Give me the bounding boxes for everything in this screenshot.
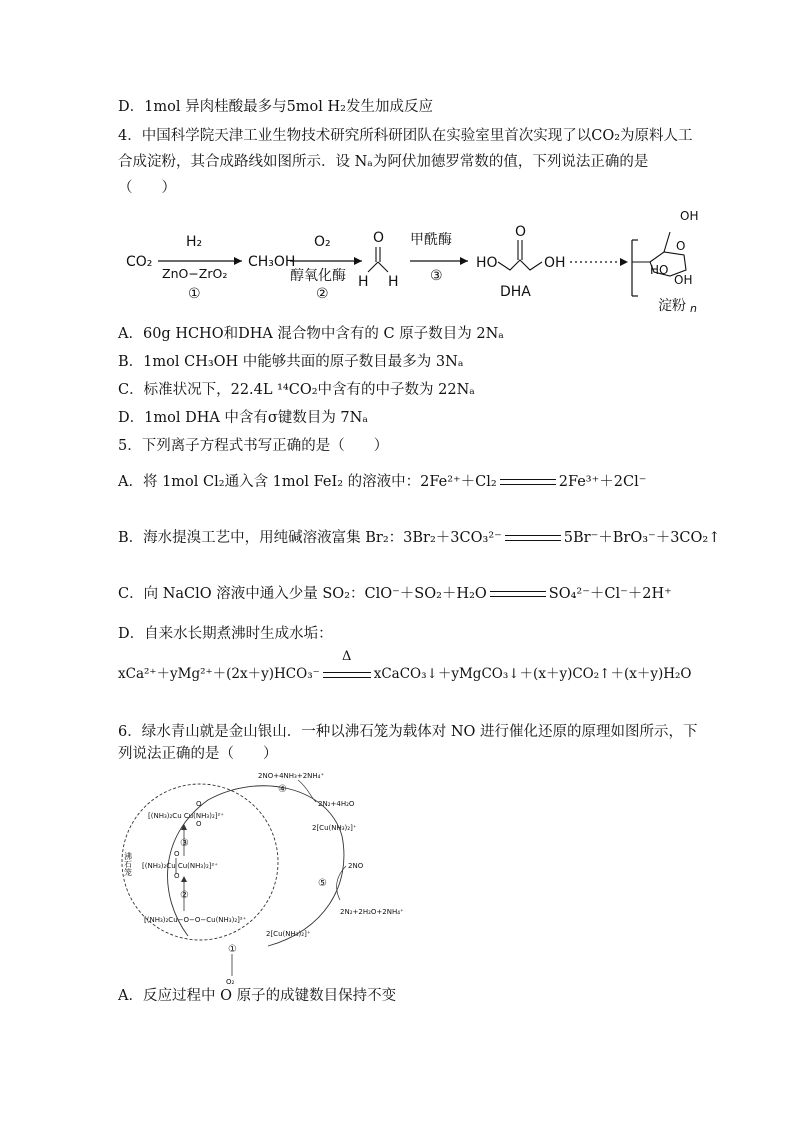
starch-oh-top: OH [680, 209, 698, 223]
q5-stem: 5．下列离子方程式书写正确的是（ ） [118, 438, 389, 454]
output-top: 2N₂+4H₂O [318, 800, 355, 808]
scheme-step2: ② [316, 286, 329, 302]
starch-n: n [690, 302, 697, 315]
q4-stem-line2: 合成淀粉，其合成路线如图所示．设 Nₐ为阿伏加德罗常数的值，下列说法正确的是 [118, 154, 649, 170]
middle-complex: [(NH₃)₂Cu Cu(NH₃)₂]²⁺ [142, 862, 218, 870]
output-right: 2N₂+2H₂O+2NH₄⁺ [340, 908, 404, 916]
q6-option-a: A．反应过程中 O 原子的成键数目保持不变 [118, 988, 397, 1004]
zeolite-label: 沸石笼 [123, 852, 133, 876]
scheme-enzyme1: 醇氧化酶 [290, 268, 346, 284]
scheme-hcho-h-right: H [388, 274, 399, 290]
equal-arrow [500, 479, 556, 485]
svg-text:O: O [196, 800, 202, 808]
step-3: ③ [180, 838, 189, 849]
q5-option-a: A．将 1mol Cl₂通入含 1mol FeI₂ 的溶液中：2Fe²⁺＋Cl₂ 2Fe³⁺＋2Cl⁻ [118, 474, 647, 490]
q5-option-c: C．向 NaClO 溶液中通入少量 SO₂：ClO⁻＋SO₂＋H₂O SO₄²⁻＋Cl⁻＋2H⁺ [118, 586, 672, 602]
q4-option-a: A．60g HCHO和DHA 混合物中含有的 C 原子数目为 2Nₐ [118, 326, 504, 342]
cu-right-top: 2[Cu(NH₃)₂]⁺ [312, 824, 357, 832]
starch-oh-bottom: OH [674, 273, 693, 287]
q4-paren: （ ） [118, 180, 176, 196]
scheme-dha-ho: HO [476, 255, 498, 271]
scheme-dha-label: DHA [500, 284, 531, 300]
q4-option-b: B．1mol CH₃OH 中能够共面的原子数目最多为 3Nₐ [118, 354, 464, 370]
scheme-cat1: ZnO−ZrO₂ [162, 266, 228, 281]
scheme-co2: CO₂ [126, 254, 153, 270]
q5-option-b: B．海水提溴工艺中，用纯碱溶液富集 Br₂：3Br₂＋3CO₃²⁻ 5Br⁻＋BrO₃⁻＋3CO₂↑ [118, 530, 721, 546]
q4-option-c: C．标准状况下，22.4L ¹⁴CO₂中含有的中子数为 22Nₐ [118, 382, 475, 398]
scheme-dha-oh: OH [544, 255, 566, 271]
scheme-step1: ① [188, 286, 201, 302]
scheme-hcho-o: O [373, 230, 385, 246]
svg-text:O: O [174, 850, 180, 858]
scheme-dha-o: O [515, 224, 527, 240]
q5-option-d-equation: xCa²⁺＋yMg²⁺＋(2x＋y)HCO₃⁻ Δ xCaCO₃↓＋yMgCO₃↓＋(x＋y)CO₂↑＋(x＋y)H₂O [118, 648, 692, 682]
q6-catalytic-cycle-diagram [118, 766, 418, 986]
o2-input: O₂ [226, 978, 235, 986]
starch-ho: HO [650, 263, 669, 277]
delta-symbol: Δ [342, 648, 352, 664]
svg-text:O: O [174, 872, 180, 880]
q6-stem-line2: 列说法正确的是（ ） [118, 746, 278, 762]
q4-option-d: D．1mol DHA 中含有σ键数目为 7Nₐ [118, 410, 368, 426]
q3-option-d: D．1mol 异肉桂酸最多与5mol H₂发生加成反应 [118, 99, 433, 115]
step-1: ① [228, 944, 237, 955]
input-top: 2NO+4NH₃+2NH₄⁺ [258, 772, 325, 780]
scheme-o2: O₂ [314, 234, 331, 250]
scheme-enzyme2: 甲酰酶 [410, 232, 452, 248]
step-5: ⑤ [318, 878, 327, 889]
scheme-step3: ③ [430, 268, 443, 284]
cu-bottom: 2[Cu(NH₃)₂]⁺ [266, 930, 311, 938]
equal-arrow [505, 535, 561, 541]
input-right: 2NO [348, 862, 364, 870]
top-complex: [(NH₃)₂Cu Cu(NH₃)₂]²⁺ [148, 812, 224, 820]
equal-arrow [490, 591, 546, 597]
q4-synthesis-scheme [118, 200, 698, 320]
q5-option-d: D．自来水长期煮沸时生成水垢： [118, 626, 333, 642]
scheme-hcho-h-left: H [358, 274, 369, 290]
q6-stem-line1: 6．绿水青山就是金山银山．一种以沸石笼为载体对 NO 进行催化还原的原理如图所示，下 [118, 724, 698, 740]
q4-stem-line1: 4．中国科学院天津工业生物技术研究所科研团队在实验室里首次实现了以CO₂为原料人工 [118, 128, 693, 144]
scheme-h2: H₂ [186, 234, 203, 250]
step-4: ④ [278, 784, 287, 795]
starch-label: 淀粉 [658, 298, 686, 314]
equal-arrow [323, 672, 371, 678]
bottom-complex: [(NH₃)₂Cu−O−O−Cu(NH₃)₂]²⁺ [144, 916, 247, 924]
scheme-ch3oh: CH₃OH [248, 254, 296, 270]
svg-text:O: O [196, 820, 202, 828]
step-2: ② [180, 890, 189, 901]
starch-ring-o: O [676, 239, 686, 253]
